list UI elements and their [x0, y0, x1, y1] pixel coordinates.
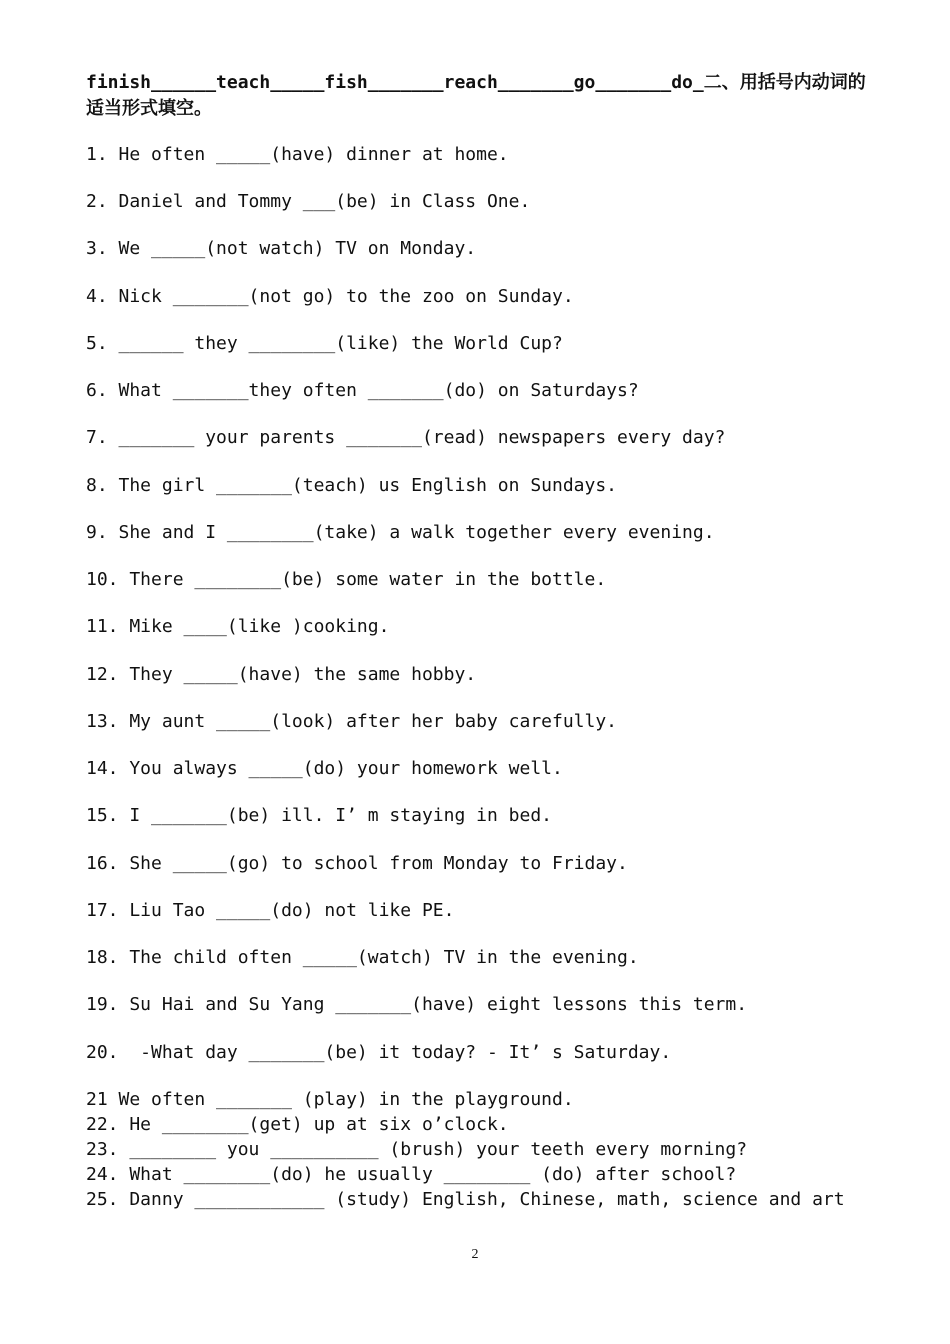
question-5: 5. ______ they ________(like) the World Cup?	[86, 333, 563, 354]
question-7: 7. _______ your parents _______(read) newspapers every day?	[86, 427, 726, 448]
question-1: 1. He often _____(have) dinner at home.	[86, 144, 509, 165]
question-3: 3. We _____(not watch) TV on Monday.	[86, 238, 477, 259]
question-10: 10. There ________(be) some water in the bottle.	[86, 569, 607, 590]
question-23: 23. ________ you __________ (brush) your teeth every morning?	[86, 1139, 748, 1160]
question-2: 2. Daniel and Tommy ___(be) in Class One.	[86, 191, 531, 212]
question-19: 19. Su Hai and Su Yang _______(have) eight lessons this term.	[86, 994, 748, 1015]
question-16: 16. She _____(go) to school from Monday to Friday.	[86, 853, 628, 874]
question-13: 13. My aunt _____(look) after her baby carefully.	[86, 711, 618, 732]
question-21: 21 We often _______ (play) in the playground.	[86, 1089, 574, 1110]
question-9: 9. She and I ________(take) a walk together every evening.	[86, 522, 715, 543]
question-22: 22. He ________(get) up at six o’clock.	[86, 1114, 509, 1135]
question-20: 20. -What day _______(be) it today? - It’ s Saturday.	[86, 1042, 672, 1063]
question-11: 11. Mike ____(like )cooking.	[86, 616, 390, 637]
question-25: 25. Danny ____________ (study) English, Chinese, math, science and art	[86, 1189, 845, 1210]
instruction-heading: finish______teach_____fish_______reach_______go_______do_二、用括号内动词的适当形式填空。	[86, 72, 866, 119]
question-4: 4. Nick _______(not go) to the zoo on Sunday.	[86, 286, 574, 307]
question-18: 18. The child often _____(watch) TV in the evening.	[86, 947, 639, 968]
question-14: 14. You always _____(do) your homework well.	[86, 758, 563, 779]
question-24: 24. What ________(do) he usually ________ (do) after school?	[86, 1164, 737, 1185]
question-6: 6. What _______they often _______(do) on Saturdays?	[86, 380, 639, 401]
question-8: 8. The girl _______(teach) us English on Sundays.	[86, 475, 618, 496]
question-17: 17. Liu Tao _____(do) not like PE.	[86, 900, 455, 921]
question-15: 15. I _______(be) ill. I’ m staying in bed.	[86, 805, 552, 826]
page-number: 2	[471, 1247, 479, 1262]
question-12: 12. They _____(have) the same hobby.	[86, 664, 477, 685]
